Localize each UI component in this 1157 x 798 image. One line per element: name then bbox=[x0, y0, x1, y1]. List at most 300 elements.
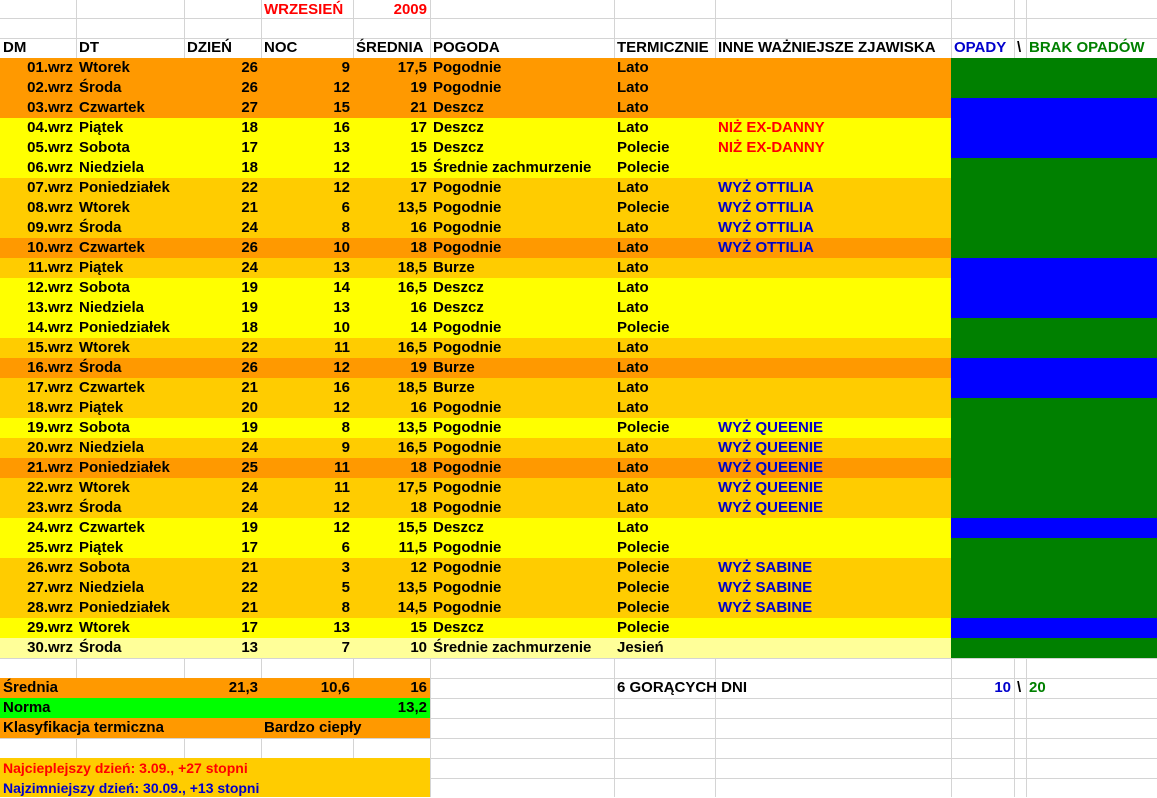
night-temp-cell[interactable]: 8 bbox=[341, 219, 350, 236]
precip-dry-cell[interactable] bbox=[951, 598, 1157, 618]
weekday-cell[interactable]: Wtorek bbox=[79, 59, 130, 76]
weekday-cell[interactable]: Sobota bbox=[79, 559, 130, 576]
day-temp-cell[interactable]: 22 bbox=[241, 339, 258, 356]
avg-temp-cell[interactable]: 11,5 bbox=[398, 539, 427, 556]
date-cell[interactable]: 09.wrz bbox=[27, 219, 73, 236]
precip-rain-cell[interactable] bbox=[951, 258, 1157, 278]
night-temp-cell[interactable]: 11 bbox=[334, 339, 350, 356]
day-temp-cell[interactable]: 21 bbox=[241, 559, 258, 576]
weather-cell[interactable]: Pogodnie bbox=[433, 59, 502, 76]
thermal-cell[interactable]: Lato bbox=[617, 519, 649, 536]
weather-cell[interactable]: Pogodnie bbox=[433, 319, 502, 336]
day-temp-cell[interactable]: 22 bbox=[241, 179, 258, 196]
precip-dry-cell[interactable] bbox=[951, 178, 1157, 198]
date-cell[interactable]: 10.wrz bbox=[27, 239, 73, 256]
day-temp-cell[interactable]: 21 bbox=[241, 379, 258, 396]
avg-temp-cell[interactable]: 10 bbox=[410, 639, 427, 656]
avg-temp-cell[interactable]: 18,5 bbox=[397, 259, 427, 276]
thermal-cell[interactable]: Jesień bbox=[617, 639, 664, 656]
day-temp-cell[interactable]: 17 bbox=[241, 539, 258, 556]
night-temp-cell[interactable]: 10 bbox=[333, 319, 350, 336]
weekday-cell[interactable]: Środa bbox=[79, 219, 122, 236]
day-temp-cell[interactable]: 26 bbox=[241, 79, 258, 96]
night-temp-cell[interactable]: 5 bbox=[341, 579, 350, 596]
day-temp-cell[interactable]: 25 bbox=[241, 459, 258, 476]
weather-cell[interactable]: Deszcz bbox=[433, 519, 484, 536]
phenomena-cell[interactable] bbox=[715, 638, 951, 658]
date-cell[interactable]: 18.wrz bbox=[27, 399, 73, 416]
weekday-cell[interactable]: Czwartek bbox=[79, 99, 145, 116]
weather-cell[interactable]: Pogodnie bbox=[433, 459, 502, 476]
weather-cell[interactable]: Deszcz bbox=[433, 299, 484, 316]
date-cell[interactable]: 11.wrz bbox=[27, 259, 73, 276]
phenomena-cell[interactable]: WYŻ SABINE bbox=[718, 599, 813, 616]
phenomena-cell[interactable]: WYŻ QUEENIE bbox=[718, 459, 824, 476]
avg-temp-cell[interactable]: 13,5 bbox=[397, 199, 427, 216]
thermal-cell[interactable]: Polecie bbox=[617, 419, 670, 436]
thermal-cell[interactable]: Lato bbox=[617, 99, 649, 116]
weather-cell[interactable]: Pogodnie bbox=[433, 179, 502, 196]
thermal-cell[interactable]: Polecie bbox=[617, 599, 670, 616]
weekday-cell[interactable]: Niedziela bbox=[79, 579, 145, 596]
precip-dry-cell[interactable] bbox=[951, 318, 1157, 338]
weather-cell[interactable]: Pogodnie bbox=[433, 419, 502, 436]
phenomena-cell[interactable] bbox=[715, 618, 951, 638]
norma-value[interactable]: 13,2 bbox=[397, 699, 427, 716]
day-temp-cell[interactable]: 24 bbox=[241, 439, 258, 456]
thermal-cell[interactable]: Polecie bbox=[617, 139, 670, 156]
weather-cell[interactable]: Pogodnie bbox=[433, 479, 502, 496]
precip-rain-cell[interactable] bbox=[951, 298, 1157, 318]
table-row bbox=[0, 618, 1157, 638]
avg-temp-cell[interactable]: 18 bbox=[410, 239, 427, 256]
date-cell[interactable]: 25.wrz bbox=[27, 539, 73, 556]
phenomena-cell[interactable]: WYŻ OTTILIA bbox=[718, 239, 814, 256]
night-temp-cell[interactable]: 3 bbox=[341, 559, 350, 576]
month-cell[interactable]: WRZESIEŃ bbox=[264, 1, 344, 18]
avg-temp-cell[interactable]: 15 bbox=[410, 159, 427, 176]
col-header-sep[interactable]: \ bbox=[1017, 39, 1022, 56]
weather-cell[interactable]: Pogodnie bbox=[433, 199, 502, 216]
precip-dry-cell[interactable] bbox=[951, 478, 1157, 498]
coldest-day[interactable]: Najzimniejszy dzień: 30.09., +13 stopni bbox=[3, 780, 260, 796]
srednia-avg[interactable]: 16 bbox=[410, 679, 427, 696]
weather-cell[interactable]: Deszcz bbox=[433, 119, 484, 136]
opady-count[interactable]: 10 bbox=[994, 679, 1011, 696]
day-temp-cell[interactable]: 27 bbox=[241, 99, 258, 116]
date-cell[interactable]: 04.wrz bbox=[27, 119, 73, 136]
phenomena-cell[interactable]: NIŻ EX-DANNY bbox=[718, 119, 825, 136]
thermal-cell[interactable]: Polecie bbox=[617, 319, 670, 336]
col-header-dt[interactable]: DT bbox=[79, 39, 99, 56]
date-cell[interactable]: 26.wrz bbox=[27, 559, 73, 576]
day-temp-cell[interactable]: 24 bbox=[241, 219, 258, 236]
avg-temp-cell[interactable]: 18 bbox=[410, 499, 427, 516]
thermal-cell[interactable]: Lato bbox=[617, 179, 649, 196]
precip-rain-cell[interactable] bbox=[951, 278, 1157, 298]
avg-temp-cell[interactable]: 19 bbox=[410, 359, 427, 376]
avg-temp-cell[interactable]: 14 bbox=[410, 319, 427, 336]
thermal-cell[interactable]: Lato bbox=[617, 459, 649, 476]
night-temp-cell[interactable]: 13 bbox=[333, 259, 350, 276]
thermal-cell[interactable]: Lato bbox=[617, 59, 649, 76]
thermal-cell[interactable]: Lato bbox=[617, 339, 649, 356]
warmest-day[interactable]: Najcieplejszy dzień: 3.09., +27 stopni bbox=[3, 760, 248, 776]
night-temp-cell[interactable]: 7 bbox=[341, 639, 350, 656]
date-cell[interactable]: 14.wrz bbox=[27, 319, 73, 336]
thermal-cell[interactable]: Lato bbox=[617, 119, 649, 136]
klasyfikacja-value[interactable]: Bardzo ciepły bbox=[264, 719, 362, 736]
date-cell[interactable]: 13.wrz bbox=[27, 299, 73, 316]
day-temp-cell[interactable]: 21 bbox=[241, 599, 258, 616]
night-temp-cell[interactable]: 6 bbox=[341, 199, 350, 216]
weekday-cell[interactable]: Piątek bbox=[79, 119, 124, 136]
precip-dry-cell[interactable] bbox=[951, 338, 1157, 358]
date-cell[interactable]: 01.wrz bbox=[27, 59, 73, 76]
day-temp-cell[interactable]: 22 bbox=[241, 579, 258, 596]
phenomena-cell[interactable]: WYŻ OTTILIA bbox=[718, 179, 814, 196]
thermal-cell[interactable]: Lato bbox=[617, 79, 649, 96]
srednia-label[interactable]: Średnia bbox=[3, 679, 59, 696]
night-temp-cell[interactable]: 11 bbox=[334, 459, 350, 476]
weekday-cell[interactable]: Wtorek bbox=[79, 199, 130, 216]
precip-dry-cell[interactable] bbox=[951, 198, 1157, 218]
date-cell[interactable]: 07.wrz bbox=[27, 179, 73, 196]
night-temp-cell[interactable]: 12 bbox=[333, 399, 350, 416]
phenomena-cell[interactable]: WYŻ OTTILIA bbox=[718, 219, 814, 236]
precip-dry-cell[interactable] bbox=[951, 458, 1157, 478]
date-cell[interactable]: 24.wrz bbox=[27, 519, 73, 536]
precip-rain-cell[interactable] bbox=[951, 358, 1157, 378]
precip-rain-cell[interactable] bbox=[951, 618, 1157, 638]
phenomena-cell[interactable] bbox=[715, 398, 951, 418]
phenomena-cell[interactable] bbox=[715, 378, 951, 398]
avg-temp-cell[interactable]: 18 bbox=[410, 459, 427, 476]
date-cell[interactable]: 27.wrz bbox=[27, 579, 73, 596]
weekday-cell[interactable]: Środa bbox=[79, 79, 122, 96]
avg-temp-cell[interactable]: 17 bbox=[410, 119, 427, 136]
avg-temp-cell[interactable]: 13,5 bbox=[397, 419, 427, 436]
date-cell[interactable]: 28.wrz bbox=[27, 599, 73, 616]
precip-rain-cell[interactable] bbox=[951, 138, 1157, 158]
day-temp-cell[interactable]: 26 bbox=[241, 239, 258, 256]
night-temp-cell[interactable]: 13 bbox=[333, 139, 350, 156]
weather-cell[interactable]: Średnie zachmurzenie bbox=[433, 639, 592, 656]
norma-label[interactable]: Norma bbox=[3, 699, 51, 716]
night-temp-cell[interactable]: 15 bbox=[333, 99, 350, 116]
avg-temp-cell[interactable]: 16 bbox=[410, 399, 427, 416]
night-temp-cell[interactable]: 12 bbox=[333, 179, 350, 196]
night-temp-cell[interactable]: 12 bbox=[333, 359, 350, 376]
weekday-cell[interactable]: Sobota bbox=[79, 419, 130, 436]
avg-temp-cell[interactable]: 16 bbox=[410, 299, 427, 316]
night-temp-cell[interactable]: 14 bbox=[333, 279, 350, 296]
day-temp-cell[interactable]: 24 bbox=[241, 499, 258, 516]
phenomena-cell[interactable]: WYŻ QUEENIE bbox=[718, 479, 824, 496]
thermal-cell[interactable]: Lato bbox=[617, 279, 649, 296]
thermal-cell[interactable]: Lato bbox=[617, 299, 649, 316]
col-header-pogoda[interactable]: POGODA bbox=[433, 39, 500, 56]
precip-rain-cell[interactable] bbox=[951, 118, 1157, 138]
weekday-cell[interactable]: Piątek bbox=[79, 399, 124, 416]
avg-temp-cell[interactable]: 21 bbox=[410, 99, 427, 116]
weather-cell[interactable]: Pogodnie bbox=[433, 399, 502, 416]
weekday-cell[interactable]: Czwartek bbox=[79, 519, 145, 536]
precip-dry-cell[interactable] bbox=[951, 558, 1157, 578]
precip-dry-cell[interactable] bbox=[951, 418, 1157, 438]
weekday-cell[interactable]: Poniedziałek bbox=[79, 459, 170, 476]
col-header-brak[interactable]: BRAK OPADÓW bbox=[1029, 39, 1145, 56]
count-sep[interactable]: \ bbox=[1017, 679, 1022, 696]
weather-cell[interactable]: Pogodnie bbox=[433, 439, 502, 456]
klasyfikacja-label[interactable]: Klasyfikacja termiczna bbox=[3, 719, 164, 736]
date-cell[interactable]: 19.wrz bbox=[27, 419, 73, 436]
thermal-cell[interactable]: Lato bbox=[617, 239, 649, 256]
date-cell[interactable]: 17.wrz bbox=[27, 379, 73, 396]
night-temp-cell[interactable]: 10 bbox=[333, 239, 350, 256]
day-temp-cell[interactable]: 26 bbox=[241, 59, 258, 76]
precip-dry-cell[interactable] bbox=[951, 538, 1157, 558]
night-temp-cell[interactable]: 13 bbox=[333, 299, 350, 316]
night-temp-cell[interactable]: 9 bbox=[341, 439, 350, 456]
weekday-cell[interactable]: Niedziela bbox=[79, 299, 145, 316]
thermal-cell[interactable]: Polecie bbox=[617, 619, 670, 636]
phenomena-cell[interactable] bbox=[715, 258, 951, 278]
day-temp-cell[interactable]: 26 bbox=[241, 359, 258, 376]
col-header-srednia[interactable]: ŚREDNIA bbox=[356, 39, 424, 56]
night-temp-cell[interactable]: 6 bbox=[341, 539, 350, 556]
day-temp-cell[interactable]: 24 bbox=[241, 479, 258, 496]
weekday-cell[interactable]: Niedziela bbox=[79, 439, 145, 456]
thermal-cell[interactable]: Polecie bbox=[617, 539, 670, 556]
precip-dry-cell[interactable] bbox=[951, 438, 1157, 458]
thermal-cell[interactable]: Lato bbox=[617, 479, 649, 496]
date-cell[interactable]: 23.wrz bbox=[27, 499, 73, 516]
phenomena-cell[interactable] bbox=[715, 78, 951, 98]
weekday-cell[interactable]: Wtorek bbox=[79, 479, 130, 496]
precip-dry-cell[interactable] bbox=[951, 58, 1157, 78]
weekday-cell[interactable]: Sobota bbox=[79, 279, 130, 296]
avg-temp-cell[interactable]: 15 bbox=[410, 139, 427, 156]
day-temp-cell[interactable]: 18 bbox=[241, 159, 258, 176]
weather-cell[interactable]: Burze bbox=[433, 379, 475, 396]
night-temp-cell[interactable]: 12 bbox=[333, 79, 350, 96]
weather-cell[interactable]: Pogodnie bbox=[433, 79, 502, 96]
col-header-noc[interactable]: NOC bbox=[264, 39, 298, 56]
precip-dry-cell[interactable] bbox=[951, 218, 1157, 238]
precip-dry-cell[interactable] bbox=[951, 78, 1157, 98]
night-temp-cell[interactable]: 16 bbox=[333, 379, 350, 396]
phenomena-cell[interactable]: WYŻ SABINE bbox=[718, 579, 813, 596]
phenomena-cell[interactable] bbox=[715, 518, 951, 538]
date-cell[interactable]: 16.wrz bbox=[27, 359, 73, 376]
phenomena-cell[interactable]: NIŻ EX-DANNY bbox=[718, 139, 825, 156]
weekday-cell[interactable]: Poniedziałek bbox=[79, 179, 170, 196]
weekday-cell[interactable]: Czwartek bbox=[79, 379, 145, 396]
weather-cell[interactable]: Deszcz bbox=[433, 619, 484, 636]
phenomena-cell[interactable] bbox=[715, 358, 951, 378]
avg-temp-cell[interactable]: 18,5 bbox=[397, 379, 427, 396]
weather-cell[interactable]: Deszcz bbox=[433, 99, 484, 116]
day-temp-cell[interactable]: 18 bbox=[241, 319, 258, 336]
night-temp-cell[interactable]: 12 bbox=[333, 159, 350, 176]
weekday-cell[interactable]: Piątek bbox=[79, 539, 124, 556]
col-header-inne[interactable]: INNE WAŻNIEJSZE ZJAWISKA bbox=[718, 39, 936, 56]
avg-temp-cell[interactable]: 16,5 bbox=[397, 439, 427, 456]
precip-dry-cell[interactable] bbox=[951, 578, 1157, 598]
weekday-cell[interactable]: Poniedziałek bbox=[79, 599, 170, 616]
precip-dry-cell[interactable] bbox=[951, 638, 1157, 658]
date-cell[interactable]: 08.wrz bbox=[27, 199, 73, 216]
phenomena-cell[interactable] bbox=[715, 58, 951, 78]
weather-cell[interactable]: Pogodnie bbox=[433, 339, 502, 356]
date-cell[interactable]: 29.wrz bbox=[27, 619, 73, 636]
weekday-cell[interactable]: Czwartek bbox=[79, 239, 145, 256]
avg-temp-cell[interactable]: 15,5 bbox=[397, 519, 427, 536]
thermal-cell[interactable]: Polecie bbox=[617, 199, 670, 216]
thermal-cell[interactable]: Polecie bbox=[617, 559, 670, 576]
precip-dry-cell[interactable] bbox=[951, 158, 1157, 178]
day-temp-cell[interactable]: 21 bbox=[241, 199, 258, 216]
phenomena-cell[interactable]: WYŻ OTTILIA bbox=[718, 199, 814, 216]
title-row bbox=[0, 0, 1157, 20]
hot-days-count[interactable]: 6 GORĄCYCH DNI bbox=[617, 679, 748, 696]
table-row bbox=[0, 598, 1157, 618]
date-cell[interactable]: 03.wrz bbox=[27, 99, 73, 116]
day-temp-cell[interactable]: 17 bbox=[241, 619, 258, 636]
date-cell[interactable]: 02.wrz bbox=[27, 79, 73, 96]
col-header-dm[interactable]: DM bbox=[3, 39, 27, 56]
weather-cell[interactable]: Średnie zachmurzenie bbox=[433, 159, 592, 176]
phenomena-cell[interactable]: WYŻ QUEENIE bbox=[718, 439, 824, 456]
weather-cell[interactable]: Deszcz bbox=[433, 139, 484, 156]
date-cell[interactable]: 05.wrz bbox=[27, 139, 73, 156]
avg-temp-cell[interactable]: 12 bbox=[410, 559, 427, 576]
phenomena-cell[interactable]: WYŻ QUEENIE bbox=[718, 419, 824, 436]
thermal-cell[interactable]: Lato bbox=[617, 259, 649, 276]
avg-temp-cell[interactable]: 13,5 bbox=[397, 579, 427, 596]
phenomena-cell[interactable]: WYŻ SABINE bbox=[718, 559, 813, 576]
day-temp-cell[interactable]: 24 bbox=[241, 259, 258, 276]
avg-temp-cell[interactable]: 17 bbox=[410, 179, 427, 196]
night-temp-cell[interactable]: 11 bbox=[334, 479, 350, 496]
phenomena-cell[interactable] bbox=[715, 318, 951, 338]
weather-cell[interactable]: Pogodnie bbox=[433, 539, 502, 556]
date-cell[interactable]: 22.wrz bbox=[27, 479, 73, 496]
precip-rain-cell[interactable] bbox=[951, 378, 1157, 398]
weekday-cell[interactable]: Środa bbox=[79, 359, 122, 376]
avg-temp-cell[interactable]: 16,5 bbox=[397, 339, 427, 356]
precip-rain-cell[interactable] bbox=[951, 518, 1157, 538]
thermal-cell[interactable]: Lato bbox=[617, 399, 649, 416]
avg-temp-cell[interactable]: 15 bbox=[410, 619, 427, 636]
date-cell[interactable]: 15.wrz bbox=[27, 339, 73, 356]
date-cell[interactable]: 12.wrz bbox=[27, 279, 73, 296]
weather-cell[interactable]: Pogodnie bbox=[433, 219, 502, 236]
day-temp-cell[interactable]: 17 bbox=[241, 139, 258, 156]
thermal-cell[interactable]: Lato bbox=[617, 439, 649, 456]
date-cell[interactable]: 30.wrz bbox=[27, 639, 73, 656]
brak-count[interactable]: 20 bbox=[1029, 679, 1046, 696]
phenomena-cell[interactable]: WYŻ QUEENIE bbox=[718, 499, 824, 516]
precip-dry-cell[interactable] bbox=[951, 498, 1157, 518]
date-cell[interactable]: 20.wrz bbox=[27, 439, 73, 456]
col-header-dzien[interactable]: DZIEŃ bbox=[187, 39, 232, 56]
thermal-cell[interactable]: Polecie bbox=[617, 159, 670, 176]
phenomena-cell[interactable] bbox=[715, 98, 951, 118]
avg-temp-cell[interactable]: 16 bbox=[410, 219, 427, 236]
weather-cell[interactable]: Pogodnie bbox=[433, 499, 502, 516]
precip-rain-cell[interactable] bbox=[951, 98, 1157, 118]
night-temp-cell[interactable]: 13 bbox=[333, 619, 350, 636]
weather-cell[interactable]: Pogodnie bbox=[433, 559, 502, 576]
night-temp-cell[interactable]: 16 bbox=[333, 119, 350, 136]
thermal-cell[interactable]: Lato bbox=[617, 379, 649, 396]
day-temp-cell[interactable]: 20 bbox=[241, 399, 258, 416]
weekday-cell[interactable]: Środa bbox=[79, 639, 122, 656]
night-temp-cell[interactable]: 8 bbox=[341, 419, 350, 436]
phenomena-cell[interactable] bbox=[715, 538, 951, 558]
col-header-opady[interactable]: OPADY bbox=[954, 39, 1007, 56]
srednia-noc[interactable]: 10,6 bbox=[320, 679, 350, 696]
weather-cell[interactable]: Burze bbox=[433, 259, 475, 276]
weekday-cell[interactable]: Sobota bbox=[79, 139, 130, 156]
day-temp-cell[interactable]: 13 bbox=[241, 639, 258, 656]
avg-temp-cell[interactable]: 19 bbox=[410, 79, 427, 96]
precip-dry-cell[interactable] bbox=[951, 398, 1157, 418]
day-temp-cell[interactable]: 18 bbox=[241, 119, 258, 136]
day-temp-cell[interactable]: 19 bbox=[241, 299, 258, 316]
col-header-termicznie[interactable]: TERMICZNIE bbox=[617, 39, 709, 56]
weekday-cell[interactable]: Wtorek bbox=[79, 339, 130, 356]
night-temp-cell[interactable]: 8 bbox=[341, 599, 350, 616]
night-temp-cell[interactable]: 9 bbox=[341, 59, 350, 76]
weather-cell[interactable]: Pogodnie bbox=[433, 239, 502, 256]
phenomena-cell[interactable] bbox=[715, 278, 951, 298]
year-cell[interactable]: 2009 bbox=[393, 1, 427, 18]
day-temp-cell[interactable]: 19 bbox=[241, 279, 258, 296]
weather-cell[interactable]: Pogodnie bbox=[433, 579, 502, 596]
weekday-cell[interactable]: Niedziela bbox=[79, 159, 145, 176]
precip-dry-cell[interactable] bbox=[951, 238, 1157, 258]
avg-temp-cell[interactable]: 16,5 bbox=[397, 279, 427, 296]
weather-cell[interactable]: Pogodnie bbox=[433, 599, 502, 616]
phenomena-cell[interactable] bbox=[715, 298, 951, 318]
night-temp-cell[interactable]: 12 bbox=[333, 519, 350, 536]
weekday-cell[interactable]: Poniedziałek bbox=[79, 319, 170, 336]
date-cell[interactable]: 06.wrz bbox=[27, 159, 73, 176]
phenomena-cell[interactable] bbox=[715, 158, 951, 178]
thermal-cell[interactable]: Lato bbox=[617, 219, 649, 236]
weekday-cell[interactable]: Wtorek bbox=[79, 619, 130, 636]
date-cell[interactable]: 21.wrz bbox=[27, 459, 73, 476]
avg-temp-cell[interactable]: 17,5 bbox=[397, 479, 427, 496]
weekday-cell[interactable]: Piątek bbox=[79, 259, 124, 276]
weather-cell[interactable]: Deszcz bbox=[433, 279, 484, 296]
phenomena-cell[interactable] bbox=[715, 338, 951, 358]
weather-cell[interactable]: Burze bbox=[433, 359, 475, 376]
thermal-cell[interactable]: Polecie bbox=[617, 579, 670, 596]
night-temp-cell[interactable]: 12 bbox=[333, 499, 350, 516]
avg-temp-cell[interactable]: 17,5 bbox=[397, 59, 427, 76]
avg-temp-cell[interactable]: 14,5 bbox=[397, 599, 427, 616]
srednia-dzien[interactable]: 21,3 bbox=[228, 679, 258, 696]
thermal-cell[interactable]: Lato bbox=[617, 359, 649, 376]
day-temp-cell[interactable]: 19 bbox=[241, 419, 258, 436]
day-temp-cell[interactable]: 19 bbox=[241, 519, 258, 536]
weekday-cell[interactable]: Środa bbox=[79, 499, 122, 516]
thermal-cell[interactable]: Lato bbox=[617, 499, 649, 516]
